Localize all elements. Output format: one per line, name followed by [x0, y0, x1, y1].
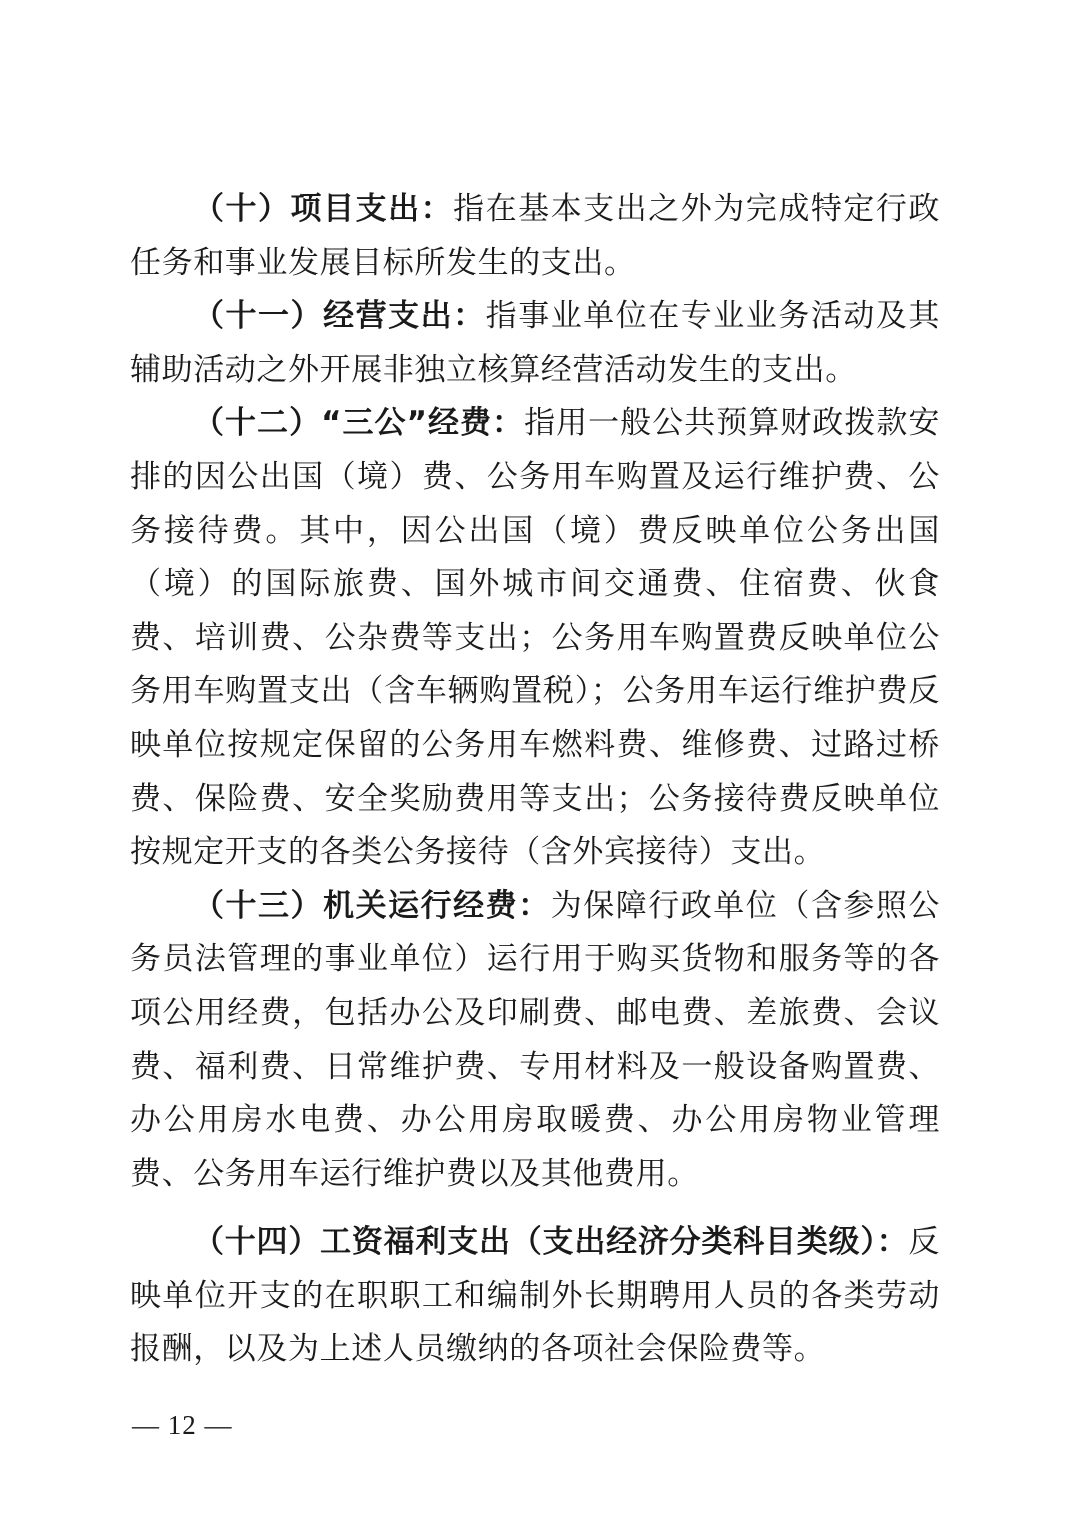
- term-heading: （十二）“三公”经费：: [193, 405, 525, 442]
- document-body: [130, 183, 940, 1377]
- term-heading: （十四）工资福利支出（支出经济分类科目类级）：: [193, 1224, 909, 1261]
- paragraph-project-expenditure: [130, 183, 940, 290]
- paragraph-agency-operating-expenses: [130, 880, 940, 1202]
- paragraph-text: 指在基本支出之外为完成特定行政任务和事业发展目标所发生的支出。: [130, 191, 940, 281]
- paragraph-text: 为保障行政单位（含参照公务员法管理的事业单位）运行用于购买货物和服务等的各项公用经费，包括办公及印刷费、邮电费、差旅费、会议费、福利费、日常维护费、专用材料及一般设备购置费、办公用房水电费、办公用房取暖费、办公用房物业管理费、公务用车运行维护费以及其他费用。: [130, 887, 940, 1192]
- paragraph-three-public-expenses: [130, 397, 940, 879]
- paragraph-wages-welfare: [130, 1216, 940, 1377]
- paragraph-operating-expenditure: [130, 290, 940, 397]
- paragraph-text: 反映单位开支的在职职工和编制外长期聘用人员的各类劳动报酬，以及为上述人员缴纳的各项社会保险费等。: [130, 1224, 940, 1368]
- term-heading: （十一）经营支出：: [193, 298, 486, 335]
- term-heading: （十）项目支出：: [193, 191, 454, 227]
- paragraph-text: 指事业单位在专业业务活动及其辅助活动之外开展非独立核算经营活动发生的支出。: [130, 298, 940, 388]
- page-number: — 12 —: [132, 1410, 233, 1440]
- paragraph-text: 指用一般公共预算财政拨款安排的因公出国（境）费、公务用车购置及运行维护费、公务接待费。其中，因公出国（境）费反映单位公务出国（境）的国际旅费、国外城市间交通费、住宿费、伙食费、培训费、公杂费等支出；公务用车购置费反映单位公务用车购置支出（含车辆购置税）；公务用车运行维护费反映单位按规定保留的公务用车燃料费、维修费、过路过桥费、保险费、安全奖励费用等支出；公务接待费反映单位按规定开支的各类公务接待（含外宾接待）支出。: [130, 405, 940, 871]
- term-heading: （十三）机关运行经费：: [193, 887, 551, 924]
